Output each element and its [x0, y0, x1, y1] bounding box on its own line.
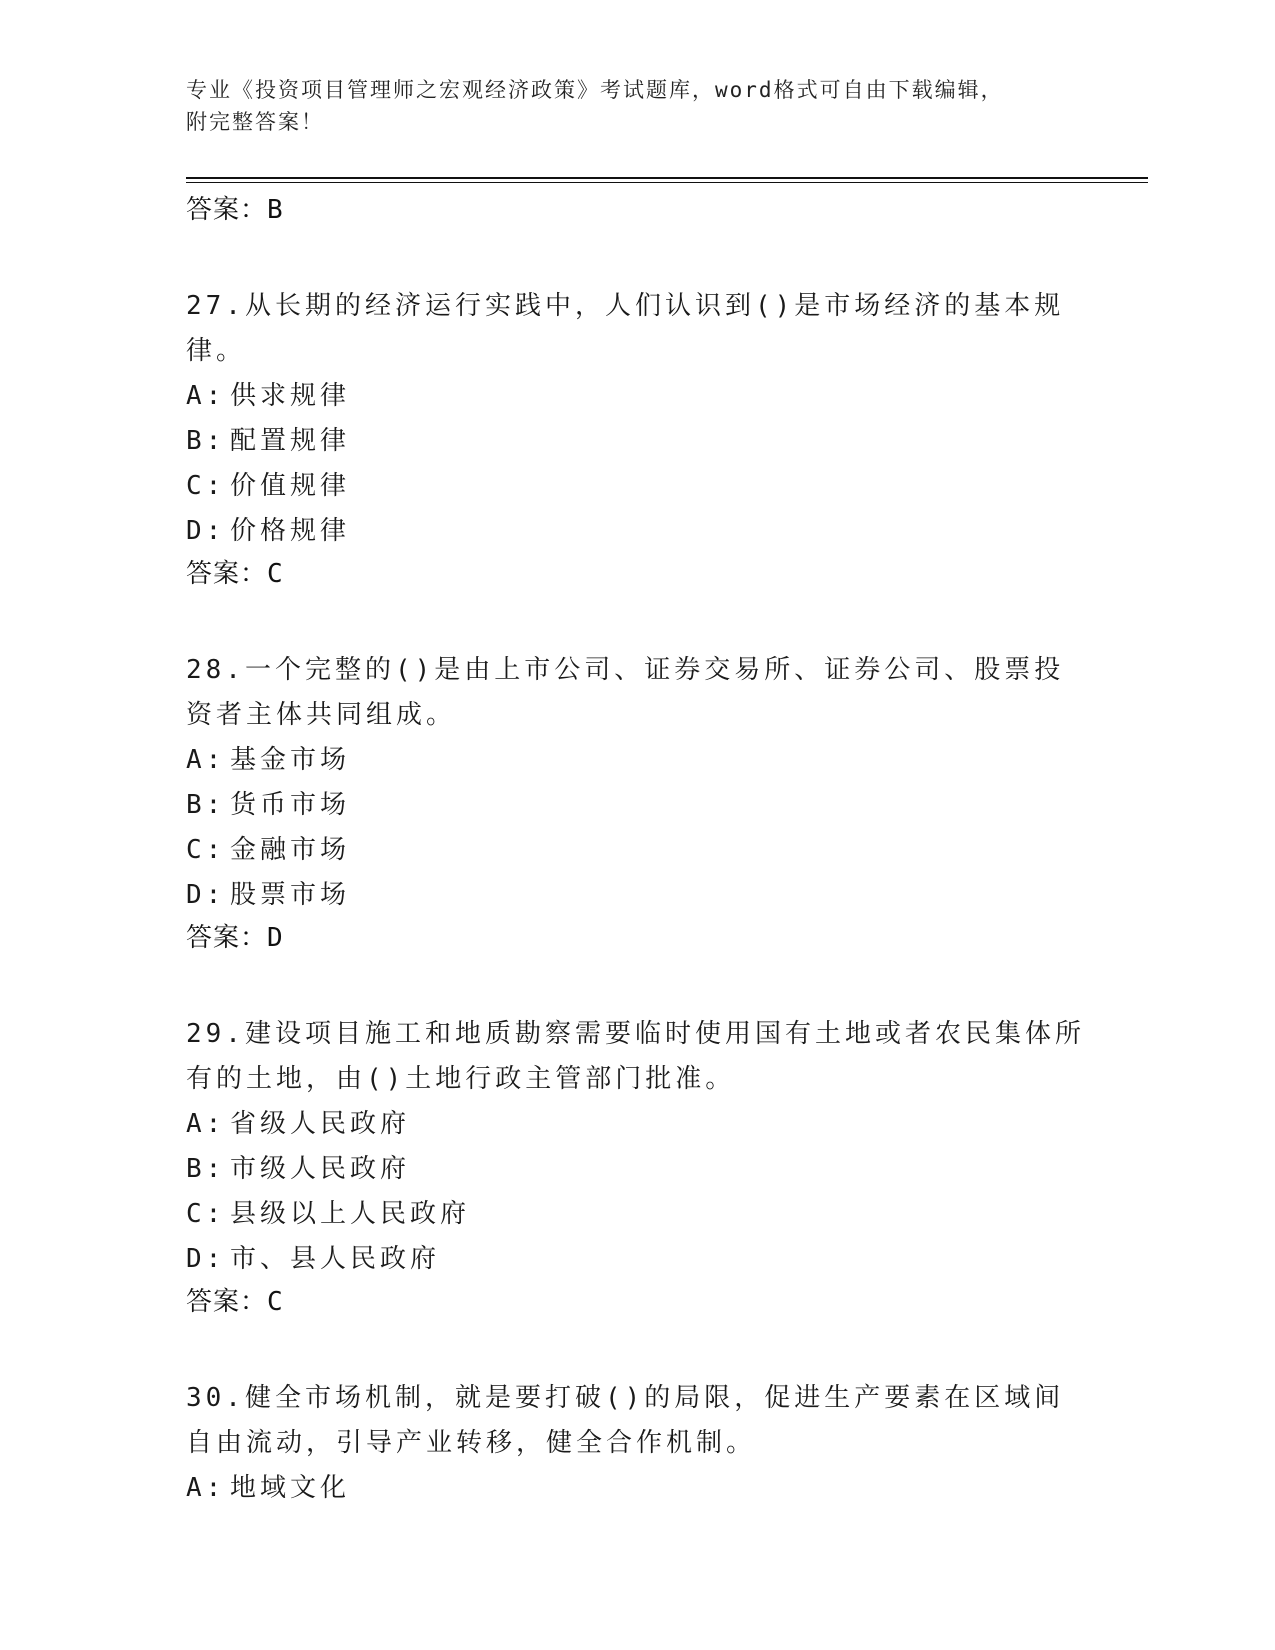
option-text: 货币市场 [230, 790, 351, 820]
answer-line [186, 1282, 1086, 1322]
question-stem: 30.健全市场机制，就是要打破()的局限，促进生产要素在区域间自由流动，引导产业转移，健全合作机制。 [186, 1383, 1065, 1458]
option-key: D: [186, 516, 226, 546]
option-text: 股票市场 [230, 880, 351, 910]
option-d [186, 1237, 1086, 1282]
document-header [186, 74, 1066, 138]
header-line-2: 附完整答案！ [186, 110, 324, 134]
answer-value: D [267, 923, 284, 953]
question-stem: 27.从长期的经济运行实践中，人们认识到()是市场经济的基本规律。 [186, 291, 1065, 366]
option-key: D: [186, 1244, 226, 1274]
option-key: D: [186, 880, 226, 910]
option-key: A: [186, 745, 226, 775]
option-text: 市、县人民政府 [230, 1244, 441, 1274]
option-text: 地域文化 [230, 1473, 351, 1503]
question-stem: 29.建设项目施工和地质勘察需要临时使用国有土地或者农民集体所有的土地，由()土地行政主管部门批准。 [186, 1019, 1085, 1094]
option-key: A: [186, 1473, 226, 1503]
header-divider-thin [186, 182, 1148, 183]
option-d [186, 509, 1086, 554]
question-stem: 28.一个完整的()是由上市公司、证券交易所、证券公司、股票投资者主体共同组成。 [186, 655, 1065, 730]
answer-value: B [267, 195, 284, 225]
answer-label: 答案： [186, 559, 268, 589]
option-a [186, 374, 1086, 419]
option-key: B: [186, 1154, 226, 1184]
option-text: 配置规律 [230, 426, 351, 456]
option-text: 省级人民政府 [230, 1109, 411, 1139]
option-key: B: [186, 790, 226, 820]
option-c [186, 464, 1086, 509]
question-28 [186, 648, 1086, 958]
option-a [186, 738, 1086, 783]
option-b [186, 1147, 1086, 1192]
question-30 [186, 1376, 1086, 1511]
option-key: A: [186, 381, 226, 411]
answer-line [186, 918, 1086, 958]
option-key: B: [186, 426, 226, 456]
option-a [186, 1466, 1086, 1511]
option-d [186, 873, 1086, 918]
option-text: 供求规律 [230, 381, 351, 411]
option-text: 市级人民政府 [230, 1154, 411, 1184]
option-text: 价值规律 [230, 471, 351, 501]
option-text: 县级以上人民政府 [230, 1199, 471, 1229]
answer-line [186, 554, 1086, 594]
answer-value: C [267, 559, 284, 589]
option-key: C: [186, 1199, 226, 1229]
answer-label: 答案： [186, 195, 268, 225]
option-key: C: [186, 471, 226, 501]
option-b [186, 419, 1086, 464]
question-list [186, 190, 1086, 1511]
answer-value: C [267, 1287, 284, 1317]
option-c [186, 1192, 1086, 1237]
question-27 [186, 284, 1086, 594]
answer-line [186, 190, 1086, 230]
answer-label: 答案： [186, 923, 268, 953]
option-b [186, 783, 1086, 828]
header-divider-thick [186, 177, 1148, 179]
question-29 [186, 1012, 1086, 1322]
answer-label: 答案： [186, 1287, 268, 1317]
option-text: 金融市场 [230, 835, 351, 865]
option-text: 基金市场 [230, 745, 351, 775]
option-text: 价格规律 [230, 516, 351, 546]
option-c [186, 828, 1086, 873]
option-key: C: [186, 835, 226, 865]
header-line-1: 专业《投资项目管理师之宏观经济政策》考试题库，word格式可自由下载编辑， [186, 78, 1004, 102]
option-key: A: [186, 1109, 226, 1139]
option-a [186, 1102, 1086, 1147]
